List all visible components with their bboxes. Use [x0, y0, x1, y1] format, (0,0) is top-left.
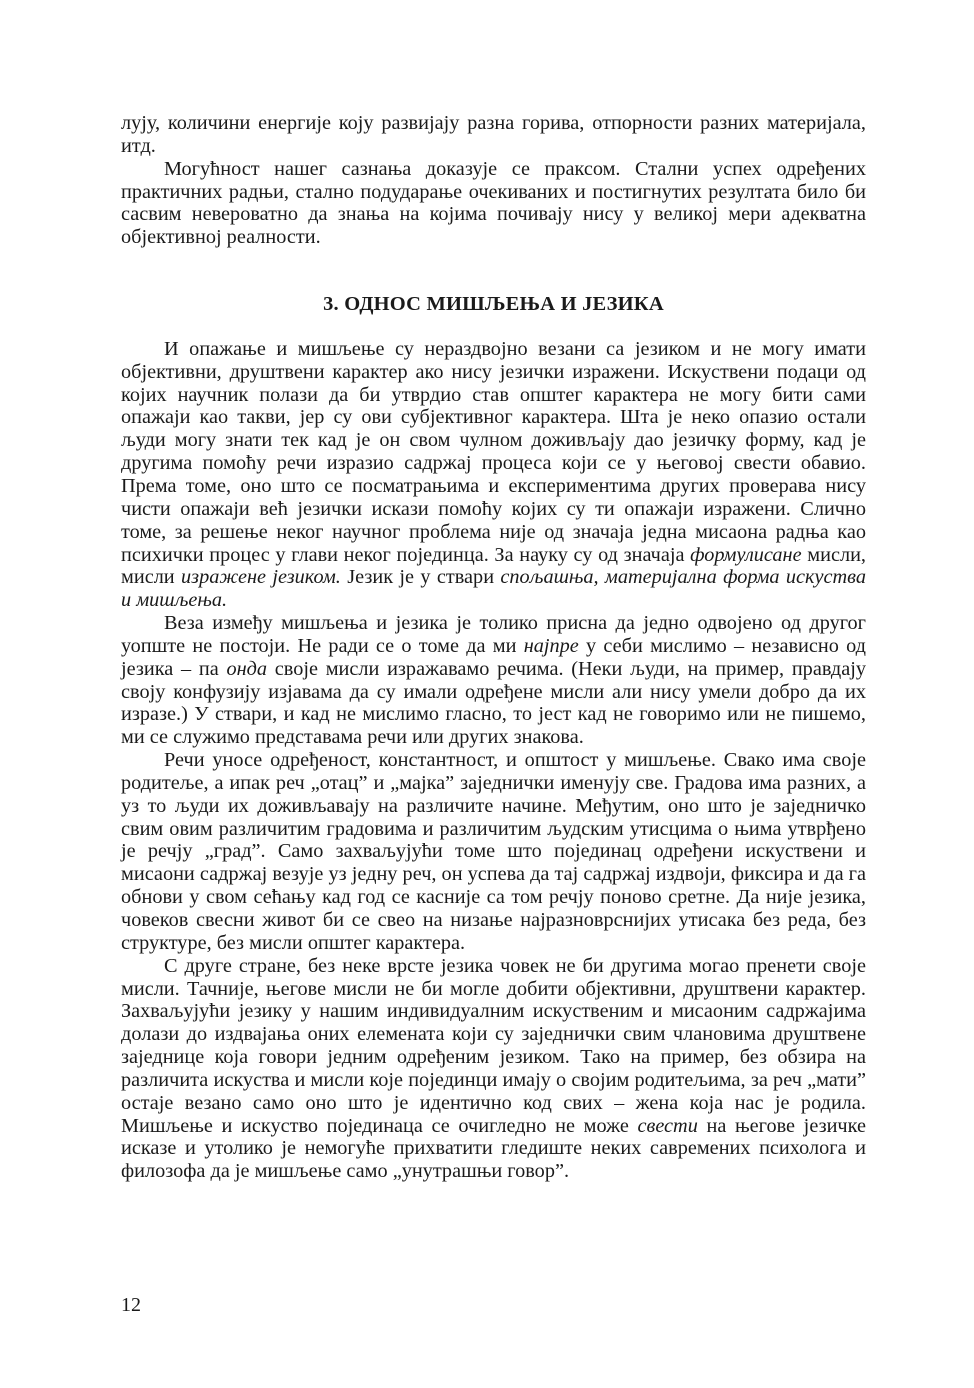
paragraph-thought-language-link: Веза између мишљења и језика је толико присна да једно одвојено од другог уопште не постоји. Не ради се о томе да ми најпре у себи мислимо – независно од језика – па онда своје мисли изражавамо речима. (Неки људи, на пример, правдају своју конфузију изјавама да су имали одређене мисли али нису умели добро да их изразе.) У ствари, и кад не мислимо гласно, то јест кад не говоримо или не пишемо, ми се служимо представама речи или других знакова. — [121, 612, 866, 749]
page-body — [121, 112, 866, 1183]
paragraph-words-generality: Речи уносе одређеност, константност, и општост у мишљење. Свако има своје родитеље, а ипак реч „отац” и „мајка” заједнички именују све. Градова има разних, а уз то људи их доживљавају на различите начине. Међутим, оно што је заједничко свим овим различитим градовима и различитим људским утисцима о њима утврђено је речју „град”. Само захваљујући томе што појединац одређени искуствени и мисаони садржај везује уз једну реч, он успева да тај садржај издвоји, фиксира и да га обнови у свом сећању кад год се касније са том речју поново сретне. Да није језика, човеков свесни живот би се свео на низање најразноврснијих утисака без реда, без структуре, без мисли општег карактера. — [121, 749, 866, 954]
paragraph-perception-language: И опажање и мишљење су нераздвојно везани са језиком и не могу имати објективни, друштвени карактер ако нису језички изражени. Искуствени подаци од којих научник полази да би утврдио став општег карактера не могу бити сами опажаји као такви, јер су ови субјективног карактера. Шта је неко опазио остали људи могу знати тек кад је он свом чулном доживљају дао језичку форму, кад је другима помоћу речи изразио садржај процеса који се у његовој свести обавио. Према томе, оно што се посматрањима и експериментима других проверава нису чисти опажаји већ језички искази помоћу којих су ти опажаји изражени. Слично томе, за решење неког научног проблема није од значаја једна мисаона радња као психички процес у глави неког појединца. За науку су од значаја формулисане мисли, мисли изражене језиком. Језик је у ствари спољашња, материјална форма искуства и мишљења. — [121, 337, 866, 612]
paragraph-knowledge-practice: Могућност нашег сазнања доказује се праксом. Стални успех одређених практичних радњи, стално подударање очекиваних и постигнутих резултата било би сасвим невероватно да знања на којима почивају нису у великој мери адекватна објективној реалности. — [121, 157, 866, 249]
section-heading: 3. ОДНОС МИШЉЕЊА И ЈЕЗИКА — [323, 293, 664, 316]
page-number: 12 — [121, 1294, 141, 1316]
paragraph-language-communication: С друге стране, без неке врсте језика човек не би другима могао пренети своје мисли. Тачније, његове мисли не би могле добити објективни, друштвени карактер. Захваљујући језику у нашим индивидуалним искуственим и мисаоним садржајима долази до издвајања оних елемената који су заједнички свим члановима друштвене заједнице која говори једним одређеним језиком. Тако на пример, без обзира на различита искуства и мисли које појединци имају о својим родитељима, за реч „мати” остаје везано само оно што је идентично код свих – жена која нас је родила. Мишљење и искуство појединаца се очигледно не може свести на његове језичке исказе и утолико је немогуће прихватити гледиште неких савремених психолога и филозофа да је мишљење само „унутрашњи говор”. — [121, 954, 866, 1183]
paragraph-continuation: лују, количини енергије коју развијају разна горива, отпорности разних материјала, итд. — [121, 112, 866, 157]
